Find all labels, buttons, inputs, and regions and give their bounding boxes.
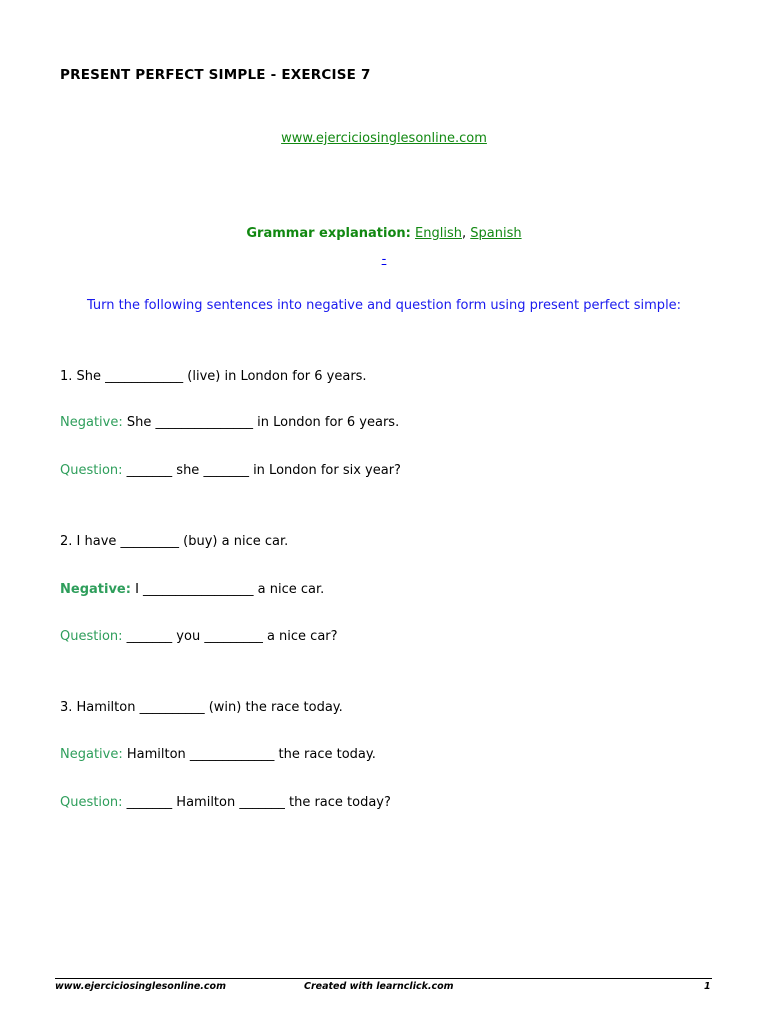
exercise-3-question: [60, 795, 391, 810]
negative-label: Negative:: [60, 582, 131, 597]
exercise-2-sentence: 2. I have _________ (buy) a nice car.: [60, 534, 289, 549]
page-title: PRESENT PERFECT SIMPLE - EXERCISE 7: [60, 67, 371, 83]
question-label: Question:: [60, 463, 123, 478]
footer-site: www.ejerciciosinglesonline.com: [55, 981, 226, 992]
instruction-text: Turn the following sentences into negative and question form using present perfect simple:: [86, 298, 682, 313]
negative-text: She _______________ in London for 6 years.: [122, 415, 400, 430]
exercise-3-negative: [60, 747, 376, 762]
grammar-link-spanish[interactable]: Spanish: [470, 226, 522, 241]
question-text: _______ you _________ a nice car?: [122, 629, 338, 644]
grammar-explanation: [0, 226, 768, 241]
question-label: Question:: [60, 795, 123, 810]
question-label: Question:: [60, 629, 123, 644]
footer-page-number: 1: [704, 981, 711, 992]
grammar-label: Grammar explanation:: [246, 226, 411, 241]
exercise-2-negative: [60, 582, 324, 597]
grammar-link-english[interactable]: English: [415, 226, 462, 241]
exercise-3-sentence: 3. Hamilton __________ (win) the race today.: [60, 700, 343, 715]
question-text: _______ Hamilton _______ the race today?: [122, 795, 391, 810]
dash-link-row: [0, 252, 768, 267]
footer-created: Created with learnclick.com: [304, 981, 454, 992]
exercise-1-question: [60, 463, 401, 478]
footer-divider: [55, 978, 712, 979]
negative-label: Negative:: [60, 415, 123, 430]
exercise-1-sentence: 1. She ____________ (live) in London for 6 years.: [60, 369, 367, 384]
site-link[interactable]: www.ejerciciosinglesonline.com: [281, 131, 487, 146]
site-link-row: [0, 131, 768, 146]
negative-text: Hamilton _____________ the race today.: [122, 747, 376, 762]
exercise-1-negative: [60, 415, 399, 430]
exercise-2-question: [60, 629, 338, 644]
question-text: _______ she _______ in London for six year?: [122, 463, 401, 478]
negative-label: Negative:: [60, 747, 123, 762]
negative-text: I _________________ a nice car.: [130, 582, 325, 597]
dash-link[interactable]: -: [381, 252, 387, 267]
grammar-separator: ,: [461, 226, 467, 241]
